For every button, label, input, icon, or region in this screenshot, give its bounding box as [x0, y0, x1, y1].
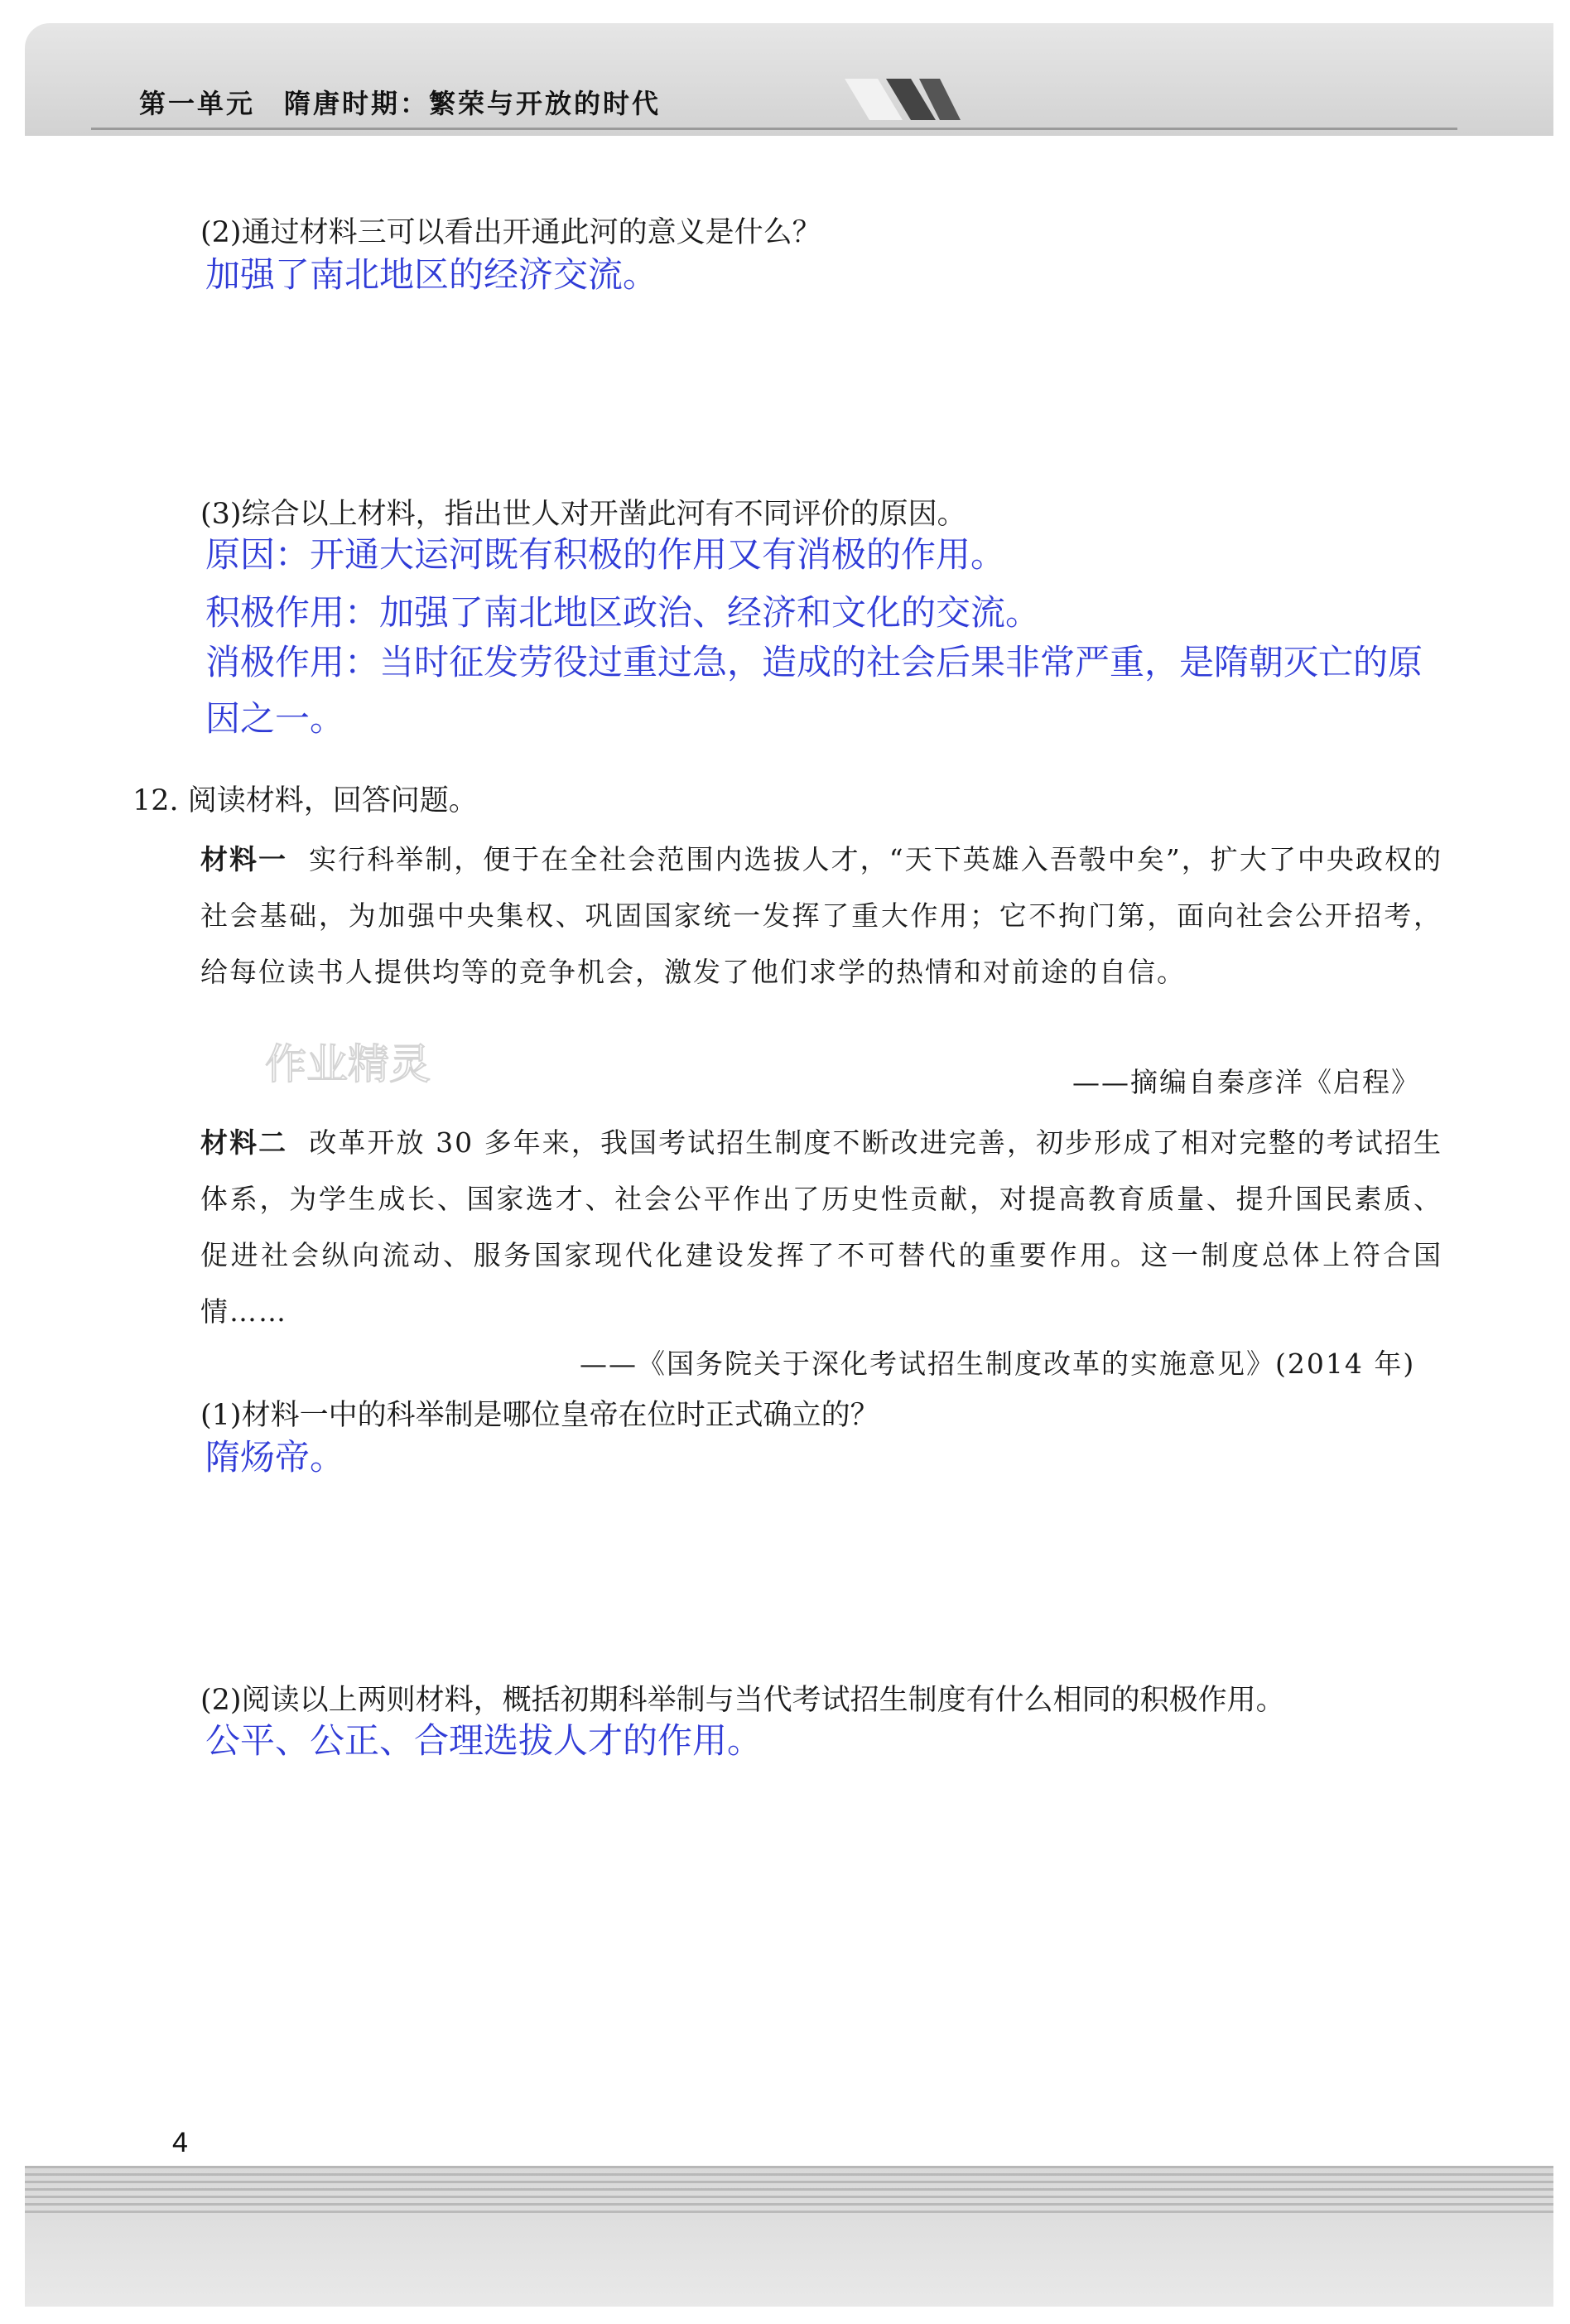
material-2-text: 改革开放 30 多年来，我国考试招生制度不断改进完善，初步形成了相对完整的考试招生体系，为学生成长、国家选才、社会公平作出了历史性贡献，对提高教育质量、提升国民素质、促进社会纵向流动、服务国家现代化建设发挥了不可替代的重要作用。这一制度总体上符合国情…… [200, 1126, 1443, 1328]
material-2-label: 材料二 [200, 1126, 288, 1159]
q11-part3-answer-reason: 原因：开通大运河既有积极的作用又有消极的作用。 [205, 534, 1006, 575]
q11-part2-question: (2)通过材料三可以看出开通此河的意义是什么？ [200, 216, 821, 249]
unit-title: 第一单元 隋唐时期：繁荣与开放的时代 [139, 88, 662, 119]
q12-material-2 [200, 1115, 1442, 1340]
material-1-source: ——摘编自秦彦洋《启程》 [1072, 1066, 1420, 1098]
q11-part3-question: (3)综合以上材料，指出世人对开凿此河有不同评价的原因。 [200, 498, 966, 531]
q12-part2-question: (2)阅读以上两则材料，概括初期科举制与当代考试招生制度有什么相同的积极作用。 [200, 1684, 1285, 1717]
q11-part2-answer: 加强了南北地区的经济交流。 [205, 254, 658, 295]
watermark-logo [265, 1035, 455, 1093]
svg-text:作业精灵: 作业精灵 [265, 1040, 431, 1088]
header-rule [91, 128, 1457, 130]
header-stripe-decoration [845, 79, 961, 128]
q11-part3-answer-positive: 积极作用：加强了南北地区政治、经济和文化的交流。 [205, 592, 1041, 633]
q12-part1-answer: 隋炀帝。 [205, 1437, 345, 1478]
page-number: 4 [172, 2127, 188, 2158]
q12-part1-question: (1)材料一中的科举制是哪位皇帝在位时正式确立的？ [200, 1399, 879, 1432]
material-1-label: 材料一 [200, 843, 288, 875]
footer-lines [25, 2166, 1553, 2216]
q12-material-1 [200, 832, 1442, 1000]
material-2-source: ——《国务院关于深化考试招生制度改革的实施意见》(2014 年) [580, 1348, 1416, 1380]
q12-title: 12. 阅读材料，回答问题。 [132, 784, 478, 817]
q11-part3-answer-negative: 消极作用：当时征发劳役过重过急，造成的社会后果非常严重，是隋朝灭亡的原因之一。 [205, 642, 1423, 739]
material-1-text: 实行科举制，便于在全社会范围内选拔人才，“天下英雄入吾彀中矣”，扩大了中央政权的社会基础，为加强中央集权、巩固国家统一发挥了重大作用；它不拘门第，面向社会公开招考，给每位读书人提供均等的竞争机会，激发了他们求学的热情和对前途的自信。 [200, 843, 1442, 988]
footer-band [25, 2166, 1553, 2307]
q12-part2-answer: 公平、公正、合理选拔人才的作用。 [205, 1720, 763, 1761]
